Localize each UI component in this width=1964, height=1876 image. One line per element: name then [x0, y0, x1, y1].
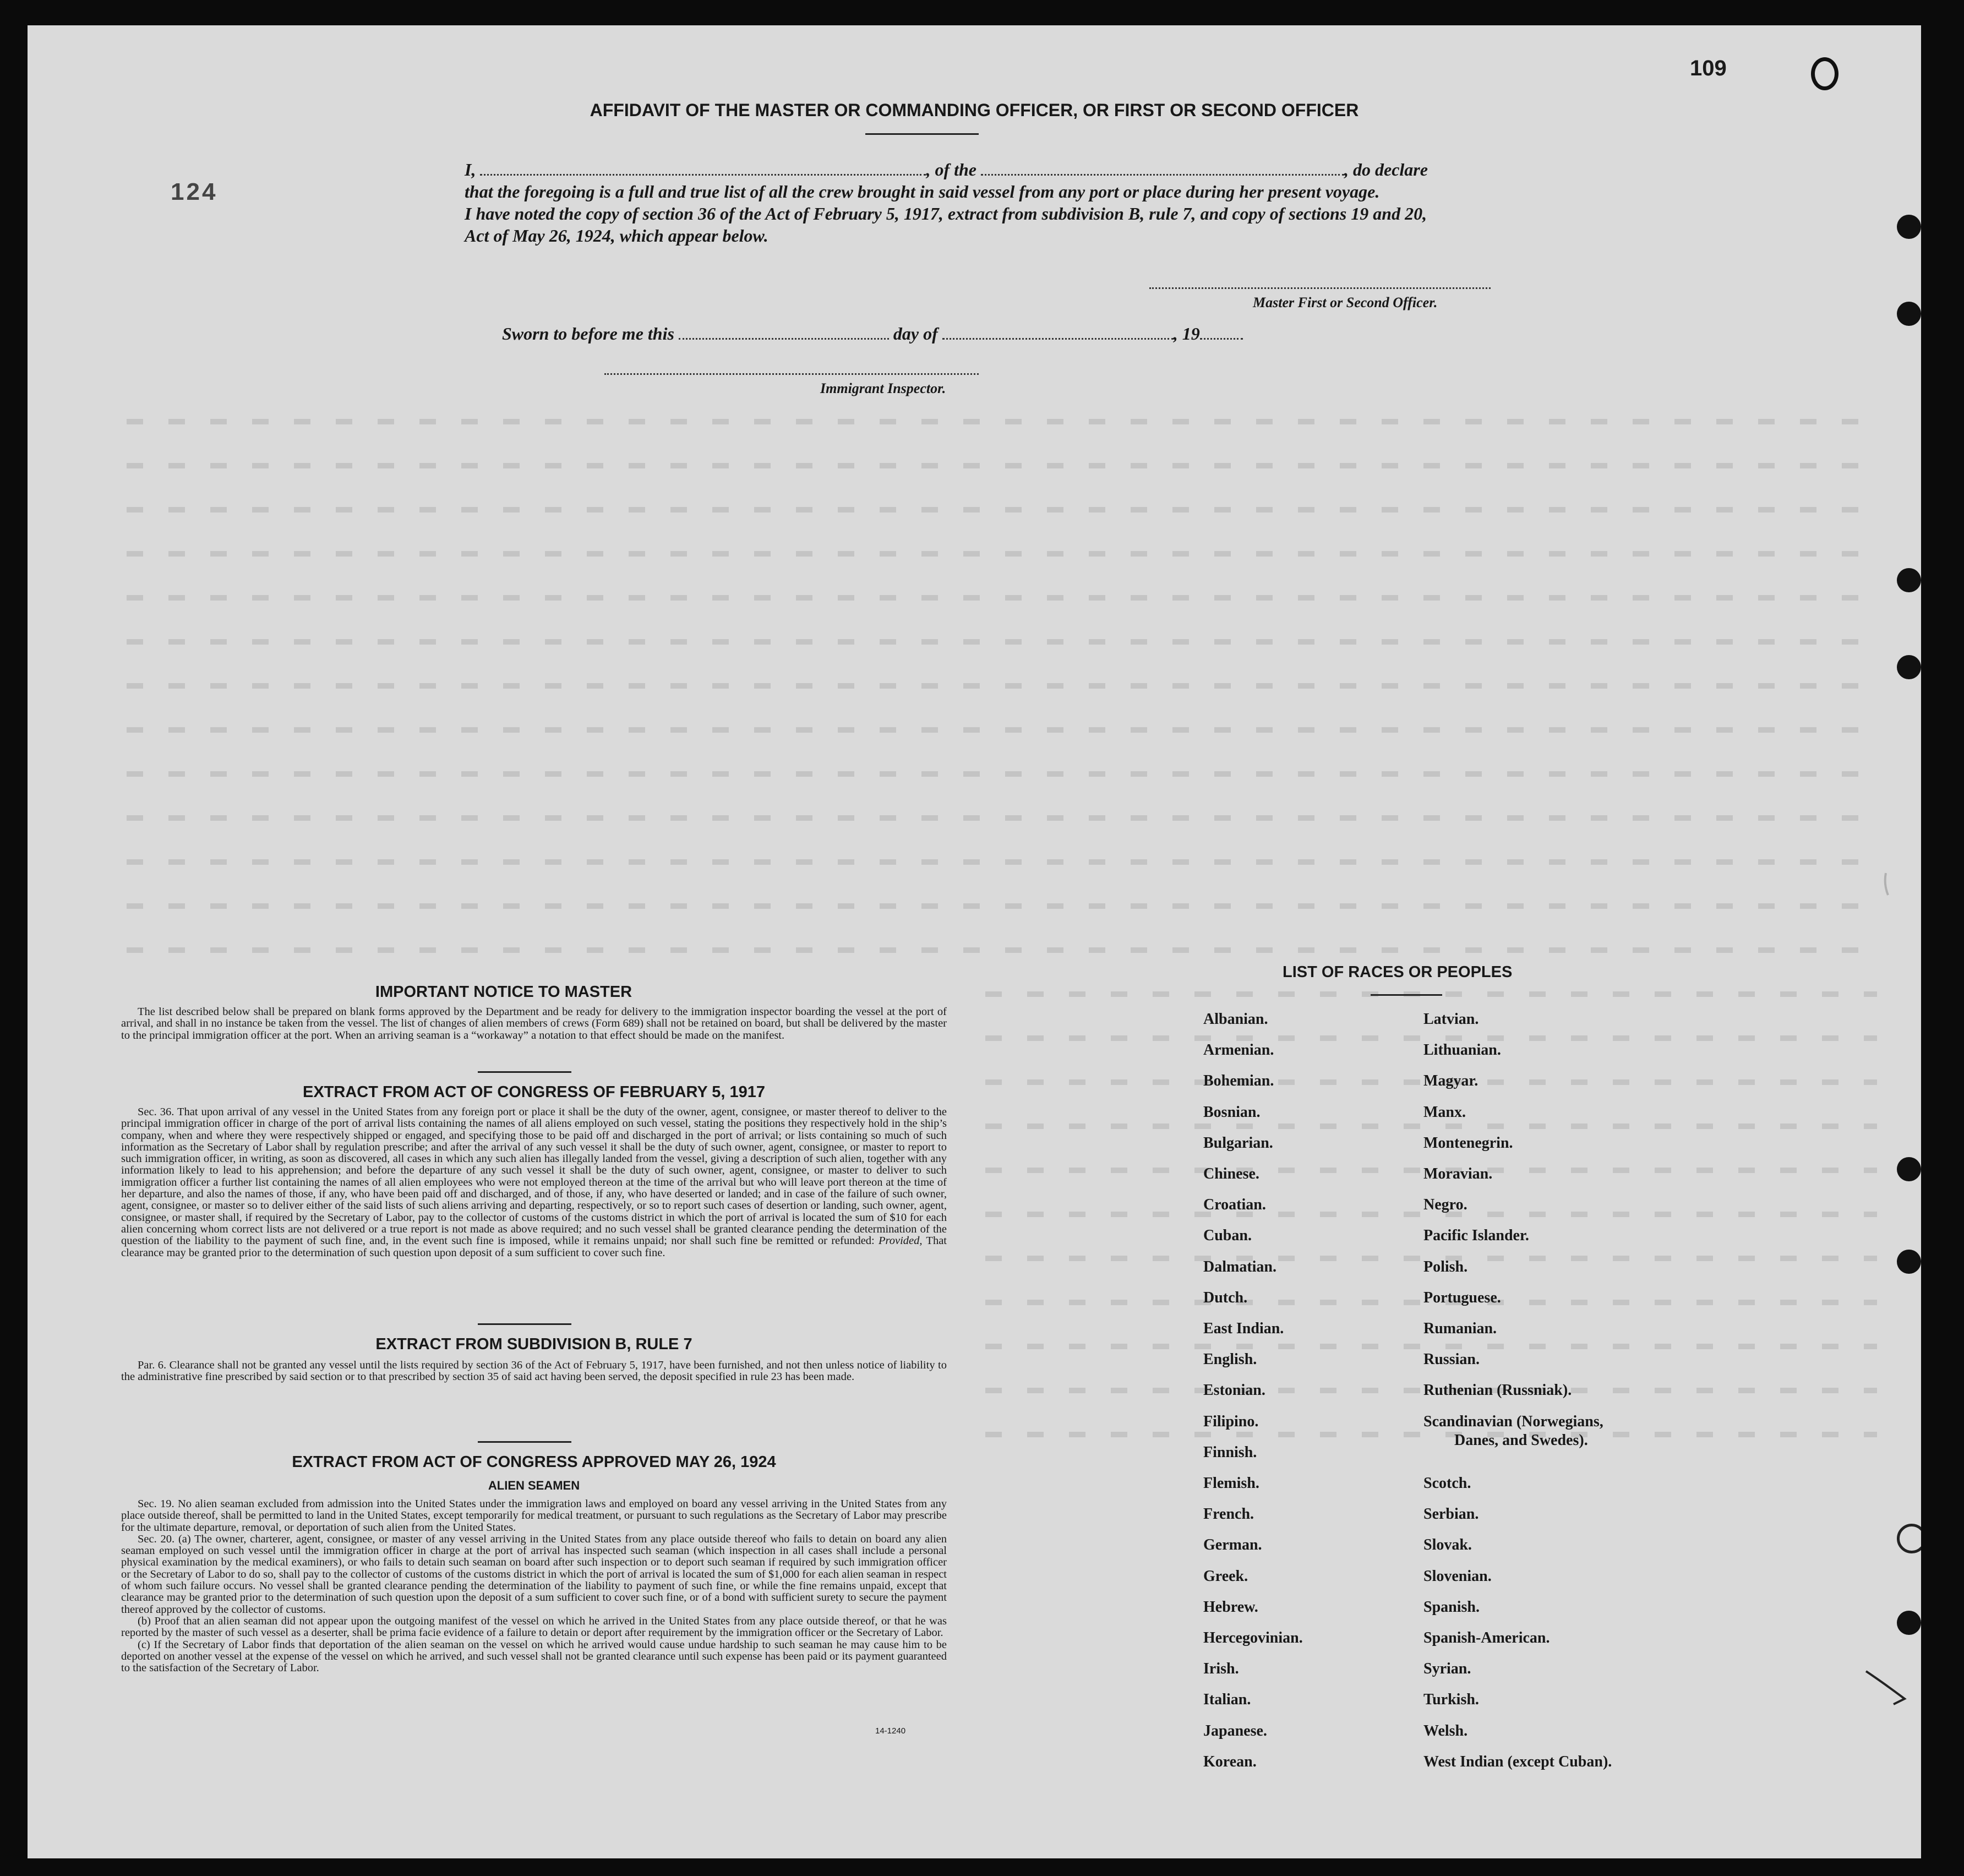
- races-divider: [1371, 994, 1442, 996]
- race-item: Danes, and Swedes).: [1454, 1431, 1588, 1449]
- extract-1917-body: [121, 1106, 947, 1259]
- extract-1917-title: EXTRACT FROM ACT OF CONGRESS OF FEBRUARY 5, 1917: [302, 1083, 766, 1101]
- race-item: Ruthenian (Russniak).: [1423, 1382, 1572, 1399]
- sworn-label: Sworn to before me this: [502, 324, 674, 343]
- rule7-text: Par. 6. Clearance shall not be granted any vessel until the lists required by section 36 of the Act of February 5, 1917, have been furnished, and not then unless notice of liability to the administrative fine prescribed by said section or to that prescribed by section 35 of said act having been served, the deposit specified in rule 23 has been made.: [121, 1359, 947, 1383]
- declaration-line-3: I have noted the copy of section 36 of the Act of February 5, 1917, extract from subdivision B, rule 7, and copy of sections 19 and 20,: [465, 204, 1427, 223]
- sec36-text: That upon arrival of any vessel in the United States from any foreign port or place it shall be the duty of the owner, agent, consignee, or master thereof to deliver to the principal immigration officer in charge of the port of arrival lists containing the names of all aliens employed on such vessel, stating the positions they respectively hold in the ship’s company, when and where they were respectively shipped or engaged, and specifying those to be paid off and discharged in the port of arrival; or lists containing so much of such information as the Secretary of Labor shall by regulation prescribe; and after the arrival of any such vessel it shall be the duty of such owner, agent, consignee, or master to report to such immigration officer, in writing, as soon as discovered, all cases in which any such alien has illegally landed from the vessel, giving a description of such alien, together with any information likely to lead to his apprehension; and before the departure of any such vessel it shall be the duty of such owner, agent, consignee, or master to deliver to such immigration officer a further list containing the names of all alien employees who were not employed thereon at the time of the arrival but who will leave port thereon at the time of her departure, and also the names of those, if any, who have been paid off and discharged, and of those, if any, who have deserted or landed; and in case of the failure of such owner, agent, consignee, or master so to deliver either of the said lists of such aliens arriving and departing, respectively, or so to report such cases of desertion or landing, such owner, agent, consignee, or master shall, if required by the Secretary of Labor, pay to the collector of customs of the customs district in which the port of arrival is located the sum of $10 for each alien concerning whom correct lists are not delivered or a true report is not made as above required; and no such vessel shall be granted clearance pending the determination of the question of the liability to the payment of such fine, and, in the event such fine is imposed, while it remains unpaid; nor shall such fine be remitted or refunded:: [121, 1106, 947, 1247]
- race-item: Magyar.: [1423, 1072, 1479, 1090]
- declaration-line-2: that the foregoing is a full and true list of all the crew brought in said vessel from any port or place during her present voyage.: [465, 182, 1380, 201]
- race-item: Latvian.: [1423, 1011, 1479, 1028]
- alien-seamen-subtitle: ALIEN SEAMEN: [488, 1479, 580, 1492]
- race-item: Scotch.: [1423, 1475, 1471, 1492]
- year-prefix: , 19: [1173, 324, 1200, 343]
- sworn-year-field[interactable]: [1200, 337, 1243, 340]
- race-item: Spanish.: [1423, 1598, 1480, 1616]
- inspector-signature-field[interactable]: [604, 373, 979, 375]
- notice-title: IMPORTANT NOTICE TO MASTER: [375, 983, 632, 1001]
- binder-hole-icon: [1897, 1250, 1921, 1274]
- race-item: Portuguese.: [1423, 1289, 1501, 1306]
- race-item: Slovak.: [1423, 1536, 1472, 1554]
- sec19-text: No alien seaman excluded from admission into the United States under the immigration laws and employed on board any vessel arriving in the United States from any place outside thereof, shall be permitted to land in the United States, except temporarily for medical treatment, or pursuant to such regulations as the Secretary of Labor may prescribe for the ultimate departure, removal, or deportation of such alien from the United States.: [121, 1498, 947, 1534]
- race-item: East Indian.: [1203, 1320, 1284, 1337]
- affidavit-title: AFFIDAVIT OF THE MASTER OR COMMANDING OFFICER, OR FIRST OR SECOND OFFICER: [590, 100, 1359, 120]
- master-signature-label: Master First or Second Officer.: [1253, 295, 1438, 310]
- page-number: 109: [1690, 56, 1727, 80]
- rule7-body: [121, 1360, 947, 1383]
- race-item: Montenegrin.: [1423, 1134, 1513, 1152]
- race-item: Chinese.: [1203, 1165, 1259, 1182]
- ring-mark-icon: [1811, 57, 1838, 90]
- declaration-declare: , do declare: [1344, 160, 1428, 179]
- race-item: Armenian.: [1203, 1041, 1274, 1059]
- divider-1: [478, 1071, 571, 1073]
- sworn-date-field[interactable]: [679, 337, 889, 340]
- divider-3: [478, 1441, 571, 1443]
- race-item: Estonian.: [1203, 1382, 1265, 1399]
- document-page: [28, 25, 1921, 1858]
- race-item: Flemish.: [1203, 1475, 1259, 1492]
- extract-1924-title: EXTRACT FROM ACT OF CONGRESS APPROVED MAY 26, 1924: [292, 1453, 776, 1471]
- extract-1924-body: [121, 1498, 947, 1674]
- race-item: Hercegovinian.: [1203, 1629, 1303, 1646]
- races-title: LIST OF RACES OR PEOPLES: [1283, 963, 1513, 981]
- title-divider: [865, 133, 979, 135]
- race-item: German.: [1203, 1536, 1262, 1554]
- proviso-text: That clearance may be granted prior to the determination of such question upon deposit of a sum sufficient to cover such fine.: [121, 1235, 947, 1259]
- race-item: French.: [1203, 1506, 1254, 1523]
- race-item: Lithuanian.: [1423, 1041, 1501, 1059]
- binder-hole-icon: [1897, 1157, 1921, 1181]
- race-item: Albanian.: [1203, 1011, 1268, 1028]
- race-item: Spanish-American.: [1423, 1629, 1550, 1646]
- declaration-line: [465, 159, 1428, 181]
- sec36-label: Sec. 36.: [138, 1106, 174, 1118]
- notice-text: The list described below shall be prepared on blank forms approved by the Department and be ready for delivery to the immigration inspector boarding the vessel at the port of arrival, and shall in no instance be taken from the vessel. The list of changes of alien members of crews (Form 689) shall not be retained on board, but shall be delivered by the master to the principal immigration officer at the port. When an arriving seaman is a “workaway” a notation to that effect should be made on the manifest.: [121, 1006, 947, 1041]
- race-item: Dutch.: [1203, 1289, 1248, 1306]
- race-item: Filipino.: [1203, 1413, 1259, 1430]
- race-item: Serbian.: [1423, 1506, 1479, 1523]
- declaration-line-4: Act of May 26, 1924, which appear below.: [465, 226, 768, 246]
- stamp-mark: 124: [171, 178, 218, 205]
- race-item: Japanese.: [1203, 1722, 1267, 1739]
- day-of-label: day of: [893, 324, 938, 343]
- race-item: Korean.: [1203, 1753, 1257, 1770]
- race-item: Dalmatian.: [1203, 1258, 1276, 1275]
- inspector-label: Immigrant Inspector.: [820, 380, 946, 396]
- binder-hole-icon: [1897, 215, 1921, 239]
- vessel-field[interactable]: [981, 173, 1344, 176]
- sec20b-text: (b) Proof that an alien seaman did not appear upon the outgoing manifest of the vessel on which he arrived in the United States from any place outside thereof, or that he was reported by the master of such vessel as a deserter, shall be prima facie evidence of a failure to detain or deport after requirement by the immigration officer or the Secretary of Labor.: [121, 1615, 947, 1639]
- race-item: Scandinavian (Norwegians,: [1423, 1413, 1603, 1430]
- race-item: Negro.: [1423, 1196, 1467, 1214]
- race-item: Moravian.: [1423, 1165, 1493, 1182]
- binder-hole-icon: [1897, 568, 1921, 592]
- form-number: 14-1240: [875, 1726, 906, 1736]
- race-item: Italian.: [1203, 1691, 1251, 1709]
- race-item: Bulgarian.: [1203, 1134, 1273, 1152]
- rule7-title: EXTRACT FROM SUBDIVISION B, RULE 7: [375, 1335, 692, 1353]
- race-item: Welsh.: [1423, 1722, 1468, 1739]
- sec20c-text: (c) If the Secretary of Labor finds that deportation of the alien seaman on the vessel on which he arrived would cause undue hardship to such seaman he may cause him to be deported on another vessel at the expense of the vessel on which he arrived, and such vessel shall not be granted clearance until such expense has been paid or its payment guaranteed to the satisfaction of the Secretary of Labor.: [121, 1638, 947, 1675]
- declaration-i: I,: [465, 160, 476, 179]
- race-item: Turkish.: [1423, 1691, 1479, 1709]
- race-item: Cuban.: [1203, 1227, 1252, 1245]
- race-item: Croatian.: [1203, 1196, 1266, 1214]
- race-item: Hebrew.: [1203, 1598, 1258, 1616]
- race-item: Polish.: [1423, 1258, 1468, 1275]
- notice-body: [121, 1006, 947, 1041]
- declaration-of: , of the: [926, 160, 976, 179]
- race-item: English.: [1203, 1351, 1257, 1368]
- sec19-label: Sec. 19.: [138, 1498, 174, 1510]
- race-item: Syrian.: [1423, 1660, 1471, 1678]
- race-item: West Indian (except Cuban).: [1423, 1753, 1612, 1770]
- binder-hole-icon: [1897, 1611, 1921, 1635]
- binder-hole-icon: [1897, 655, 1921, 679]
- master-signature-field[interactable]: [1149, 287, 1491, 289]
- race-item: Greek.: [1203, 1567, 1248, 1585]
- race-item: Bosnian.: [1203, 1103, 1261, 1121]
- race-item: Pacific Islander.: [1423, 1227, 1529, 1245]
- divider-2: [478, 1323, 571, 1325]
- sworn-month-field[interactable]: [942, 337, 1174, 340]
- binder-hole-icon: [1897, 302, 1921, 326]
- sec20a-text: (a) The owner, charterer, agent, consignee, or master of any vessel arriving in the United States from any place outside thereof who fails to detain on board any alien seaman employed on such vessel until the immigration officer in charge at the port of arrival has inspected such seaman (which inspection in all cases shall include a personal physical examination by the medical examiners), or who fails to detain such seaman on board after such inspection or to deport such seaman if required by such immigration officer or the Secretary of Labor to do so, shall pay to the collector of customs of the customs district in which the port of arrival is located the sum of $1,000 for each alien seaman in respect of whom such failure occurs. No vessel shall be granted clearance pending the determination of the liability to payment of such fine, or while the fine remains unpaid, except that clearance may be granted prior to the determination of such question upon the deposit of a sum sufficient to cover such fine, or of a bond with sufficient surety to secure the payment thereof approved by the collector of customs.: [121, 1533, 947, 1616]
- race-item: Rumanian.: [1423, 1320, 1497, 1337]
- name-field[interactable]: [480, 173, 926, 176]
- sworn-line: [502, 323, 1243, 345]
- race-item: Irish.: [1203, 1660, 1239, 1678]
- race-item: Finnish.: [1203, 1443, 1257, 1461]
- race-item: Slovenian.: [1423, 1567, 1492, 1585]
- race-item: Russian.: [1423, 1351, 1480, 1368]
- race-item: Bohemian.: [1203, 1072, 1274, 1090]
- proviso-label: Provided,: [879, 1235, 923, 1247]
- race-item: Manx.: [1423, 1103, 1466, 1121]
- sec20-label: Sec. 20.: [138, 1533, 175, 1545]
